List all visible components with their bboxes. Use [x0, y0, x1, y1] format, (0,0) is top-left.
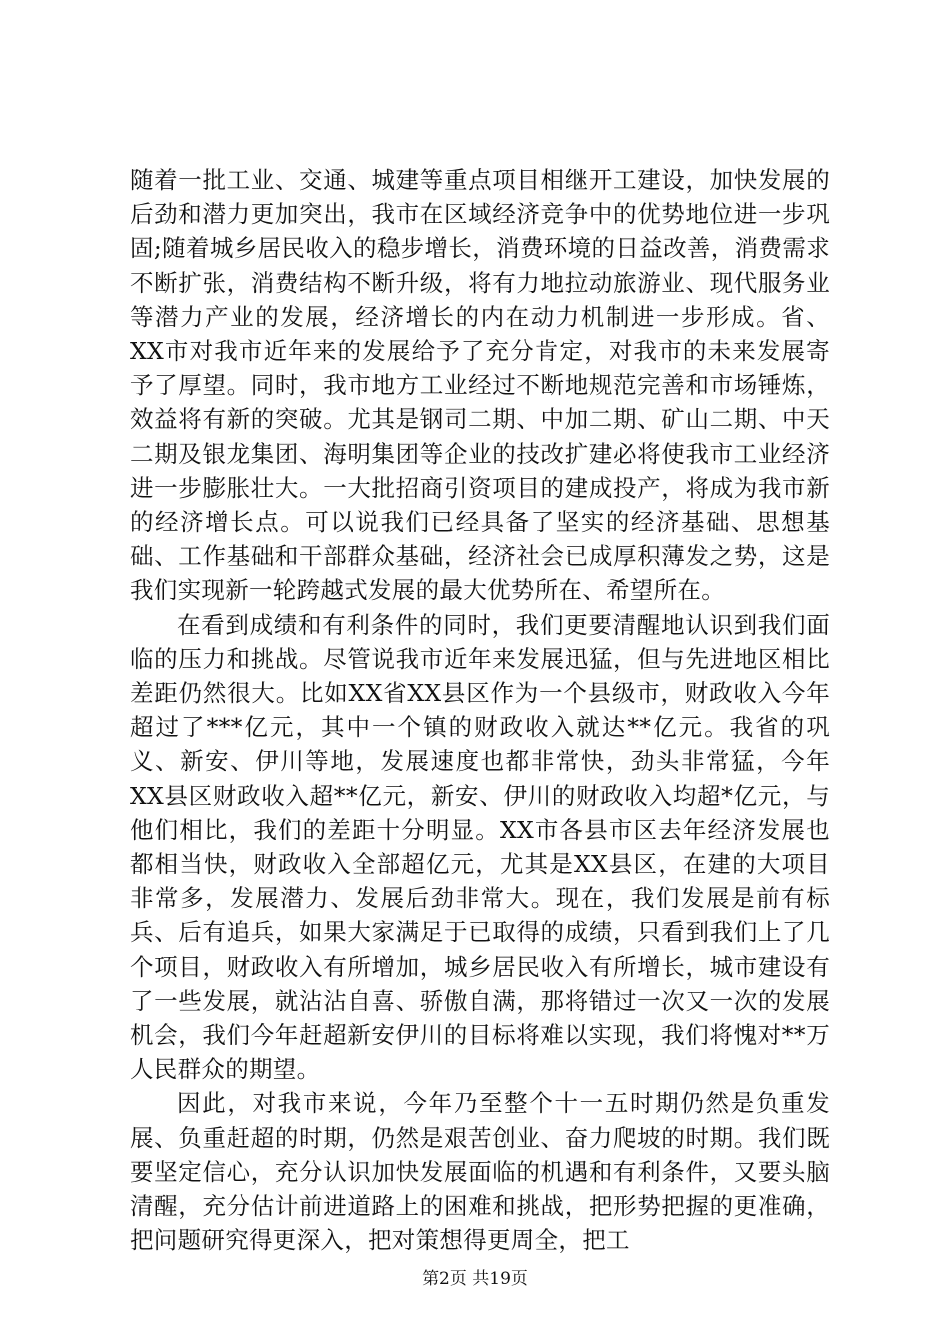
- paragraph: 在看到成绩和有利条件的同时，我们更要清醒地认识到我们面临的压力和挑战。尽管说我市近年来发展迅猛，但与先进地区相比差距仍然很大。比如XX省XX县区作为一个县级市，财政收入今年超过了***亿元，其中一个镇的财政收入就达**亿元。我省的巩义、新安、伊川等地，发展速度也都非常快，劲头非常猛，今年XX县区财政收入超**亿元，新安、伊川的财政收入均超*亿元，与他们相比，我们的差距十分明显。XX市各县市区去年经济发展也都相当快，财政收入全部超亿元，尤其是XX县区，在建的大项目非常多，发展潜力、发展后劲非常大。现在，我们发展是前有标兵、后有追兵，如果大家满足于已取得的成绩，只看到我们上了几个项目，财政收入有所增加，城乡居民收入有所增长，城市建设有了一些发展，就沾沾自喜、骄傲自满，那将错过一次又一次的发展机会，我们今年赶超新安伊川的目标将难以实现，我们将愧对**万人民群众的期望。: [130, 610, 830, 1084]
- page-number-footer: 第2页 共19页: [422, 1269, 528, 1289]
- paragraph-continued: 随着一批工业、交通、城建等重点项目相继开工建设，加快发展的后劲和潜力更加突出，我市在区域经济竞争中的优势地位进一步巩固;随着城乡居民收入的稳步增长，消费环境的日益改善，消费需求不断扩张，消费结构不断升级，将有力地拉动旅游业、现代服务业等潜力产业的发展，经济增长的内在动力机制进一步形成。省、XX市对我市近年来的发展给予了充分肯定，对我市的未来发展寄予了厚望。同时，我市地方工业经过不断地规范完善和市场锤炼，效益将有新的突破。尤其是钢司二期、中加二期、矿山二期、中天二期及银龙集团、海明集团等企业的技改扩建必将使我市工业经济进一步膨胀壮大。一大批招商引资项目的建成投产，将成为我市新的经济增长点。可以说我们已经具备了坚实的经济基础、思想基础、工作基础和干部群众基础，经济社会已成厚积薄发之势，这是我们实现新一轮跨越式发展的最大优势所在、希望所在。: [130, 166, 830, 605]
- paragraph: 因此，对我市来说，今年乃至整个十一五时期仍然是负重发展、负重赶超的时期，仍然是艰苦创业、奋力爬坡的时期。我们既要坚定信心，充分认识加快发展面临的机遇和有利条件，又要头脑清醒，充分估计前进道路上的困难和挑战，把形势把握的更准确，把问题研究得更深入，把对策想得更周全，把工: [130, 1089, 830, 1255]
- document-body: [130, 163, 830, 1258]
